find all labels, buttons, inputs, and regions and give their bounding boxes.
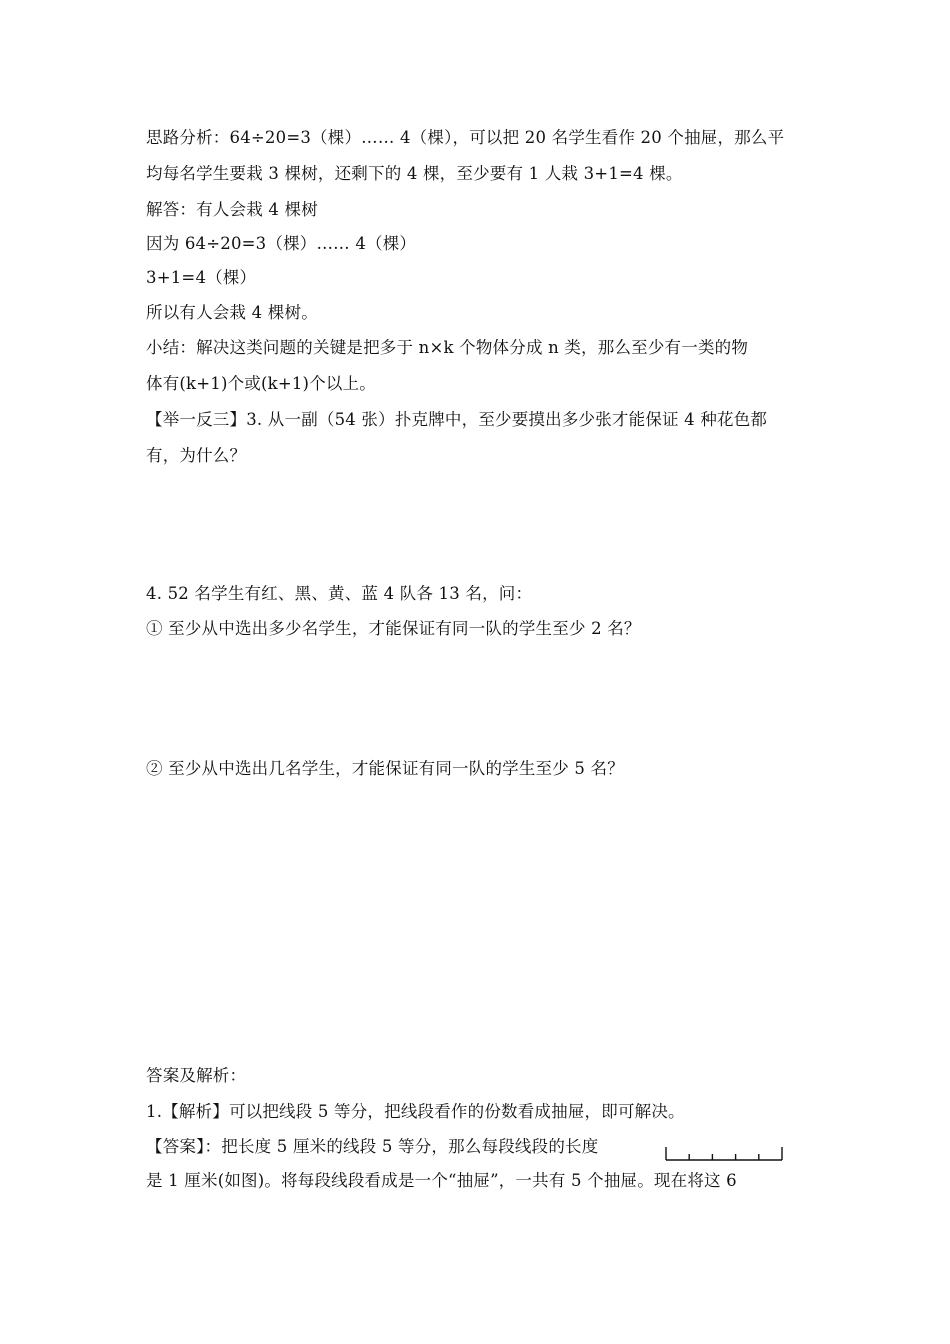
exercise-4-part-1: ① 至少从中选出多少名学生，才能保证有同一队的学生至少 2 名？ — [146, 619, 641, 638]
summary-line-2: 体有(k+1)个或(k+1)个以上。 — [146, 374, 376, 393]
summary-line-1: 小结：解决这类问题的关键是把多于 n×k 个物体分成 n 类，那么至少有一类的物 — [146, 338, 749, 357]
answer-heading: 解答：有人会栽 4 棵树 — [146, 200, 318, 219]
analysis-line-2: 均每名学生要栽 3 棵树，还剩下的 4 棵，至少要有 1 人栽 3+1=4 棵。 — [146, 164, 683, 183]
analysis-line-1: 思路分析：64÷20=3（棵）…… 4（棵），可以把 20 名学生看作 20 个抽屉，那么平 — [146, 128, 785, 147]
solution-1-answer-line-1: 【答案】：把长度 5 厘米的线段 5 等分，那么每段线段的长度 — [146, 1137, 599, 1156]
solution-1-answer-line-2: 是 1 厘米(如图)。将每段线段看成是一个“抽屉”，一共有 5 个抽屉。现在将这 6 — [146, 1171, 737, 1190]
exercise-4-part-2: ② 至少从中选出几名学生，才能保证有同一队的学生至少 5 名？ — [146, 759, 624, 778]
answer-step-1: 因为 64÷20=3（棵）…… 4（棵） — [146, 234, 417, 253]
solution-1-analysis: 1.【解析】可以把线段 5 等分，把线段看作的份数看成抽屉，即可解决。 — [146, 1102, 685, 1121]
exercise-3-line-1: 【举一反三】3. 从一副（54 张）扑克牌中，至少要摸出多少张才能保证 4 种花色都 — [146, 410, 768, 429]
exercise-4-question: 4. 52 名学生有红、黑、黄、蓝 4 队各 13 名，问： — [146, 584, 533, 603]
answer-step-2: 3+1=4（棵） — [146, 268, 257, 287]
segment-ruler-figure — [664, 1146, 784, 1162]
exercise-3-line-2: 有，为什么？ — [146, 446, 247, 465]
answer-conclusion: 所以有人会栽 4 棵树。 — [146, 303, 318, 322]
solutions-heading: 答案及解析： — [146, 1066, 247, 1085]
